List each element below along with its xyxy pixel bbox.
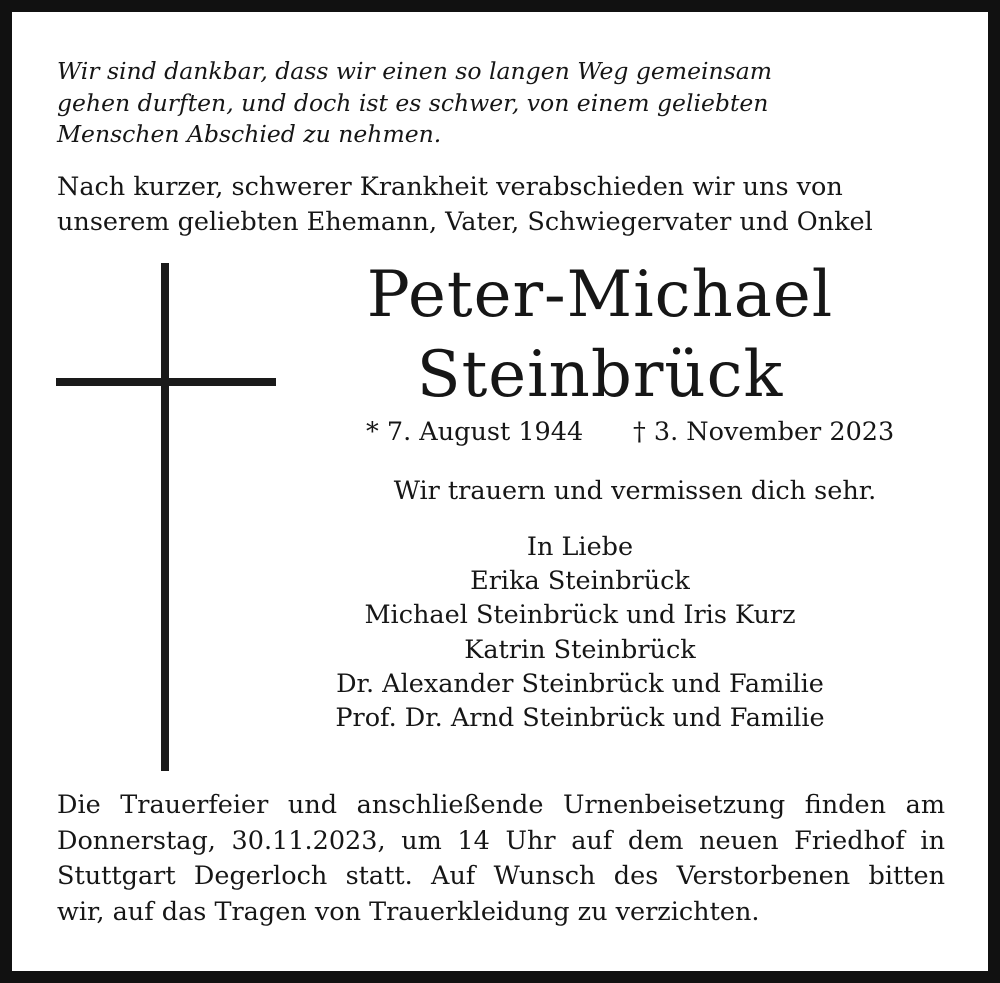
life-dates <box>360 414 920 454</box>
funeral-line: Donnerstag, 30.11.2023, um 14 Uhr auf dem neuen Friedhof in <box>57 825 945 856</box>
motto-quote <box>57 56 937 151</box>
intro-line: unserem geliebten Ehemann, Vater, Schwiegervater und Onkel <box>57 207 873 237</box>
signer-name: Katrin Steinbrück <box>464 634 696 665</box>
deceased-name <box>310 255 890 415</box>
cross-horizontal-bar <box>56 378 276 386</box>
signer-name: Prof. Dr. Arnd Steinbrück und Familie <box>335 703 825 734</box>
intro-line: Nach kurzer, schwerer Krankheit verabschieden wir uns von <box>57 172 843 202</box>
signer-name: Erika Steinbrück <box>470 566 690 597</box>
funeral-notice <box>57 788 945 930</box>
signers-block <box>290 530 870 735</box>
deceased-first-name: Peter-Michael <box>366 258 834 332</box>
signers-heading: In Liebe <box>526 532 634 562</box>
mourning-text: Wir trauern und vermissen dich sehr. <box>393 476 877 506</box>
funeral-line: Die Trauerfeier und anschließende Urnenbeisetzung finden am <box>57 790 945 820</box>
motto-line: gehen durften, und doch ist es schwer, von einem geliebten <box>57 88 769 117</box>
funeral-line: Stuttgart Degerloch statt. Auf Wunsch des Verstorbenen bitten <box>57 861 945 891</box>
signer-name: Dr. Alexander Steinbrück und Familie <box>336 668 824 699</box>
birth-date: * 7. August 1944 <box>366 417 584 447</box>
funeral-line: wir, auf das Tragen von Trauerkleidung zu verzichten. <box>57 896 760 927</box>
cross-vertical-bar <box>161 263 169 771</box>
signer-name: Michael Steinbrück und Iris Kurz <box>364 600 796 631</box>
intro-text <box>57 170 937 240</box>
motto-line: Wir sind dankbar, dass wir einen so langen Weg gemeinsam <box>57 57 773 85</box>
death-date: † 3. November 2023 <box>633 417 895 447</box>
deceased-last-name: Steinbrück <box>416 338 784 412</box>
motto-line: Menschen Abschied zu nehmen. <box>57 120 442 148</box>
